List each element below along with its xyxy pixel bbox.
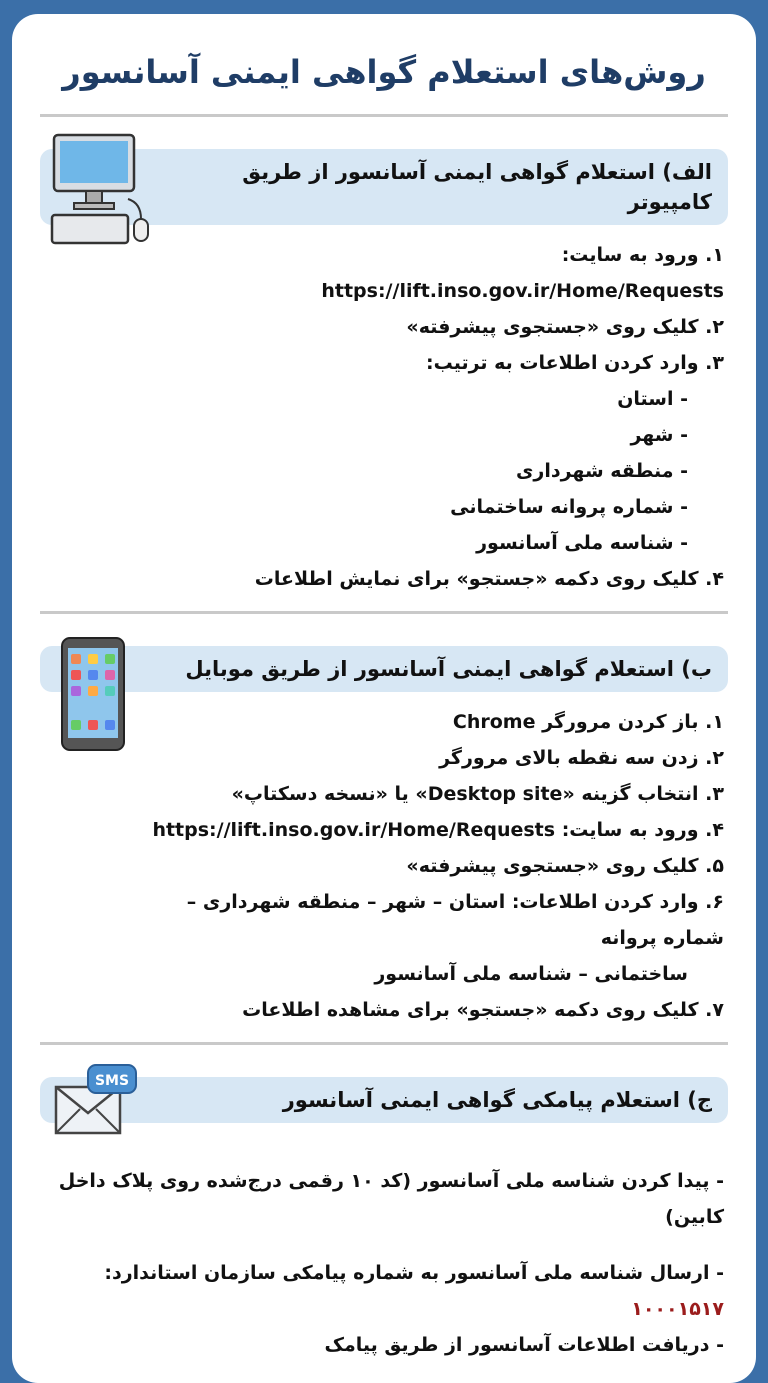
step: ۴. کلیک روی دکمه «جستجو» برای نمایش اطلاعات xyxy=(254,568,724,590)
step: ۳. وارد کردن اطلاعات به ترتیب: xyxy=(425,352,724,374)
section-b xyxy=(40,628,728,1028)
section-b-heading: ب) استعلام گواهی ایمنی آسانسور از طریق موبایل xyxy=(40,646,728,692)
computer-icon xyxy=(48,133,153,248)
step-continuation: ساختمانی – شناسه ملی آسانسور xyxy=(374,963,688,985)
divider xyxy=(40,114,728,117)
page-title: روش‌های استعلام گواهی ایمنی آسانسور xyxy=(62,53,706,91)
section-b-steps xyxy=(40,704,728,1028)
field-item: - شهر xyxy=(630,424,688,446)
step: ۷. کلیک روی دکمه «جستجو» برای مشاهده اطلاعات xyxy=(242,999,724,1021)
sms-number: ۱۰۰۰۱۵۱۷ xyxy=(631,1298,724,1320)
step: - دریافت اطلاعات آسانسور از طریق پیامک xyxy=(324,1334,724,1356)
step: ۴. ورود به سایت: https://lift.inso.gov.ir/Home/Requests xyxy=(152,819,724,841)
field-item: - شماره پروانه ساختمانی xyxy=(450,496,688,518)
step: ۱. باز کردن مرورگر Chrome xyxy=(452,711,724,733)
step: ۲. کلیک روی «جستجوی پیشرفته» xyxy=(406,316,724,338)
step: ۱. ورود به سایت: https://lift.inso.gov.ir/Home/Requests xyxy=(321,244,724,302)
sms-label: SMS xyxy=(94,1073,130,1089)
divider xyxy=(40,611,728,614)
smartphone-icon xyxy=(60,636,128,754)
step xyxy=(40,1255,724,1327)
step: ۵. کلیک روی «جستجوی پیشرفته» xyxy=(406,855,724,877)
section-a-steps xyxy=(40,237,728,597)
sms-envelope-icon xyxy=(54,1063,140,1141)
field-item: - شناسه ملی آسانسور xyxy=(476,532,688,554)
section-c xyxy=(40,1059,728,1363)
section-a-heading: الف) استعلام گواهی ایمنی آسانسور از طریق کامپیوتر xyxy=(40,149,728,225)
section-c-steps xyxy=(40,1163,728,1363)
section-c-heading: ج) استعلام پیامکی گواهی ایمنی آسانسور xyxy=(40,1077,728,1123)
step: ۶. وارد کردن اطلاعات: استان – شهر – منطقه شهرداری – شماره پروانه xyxy=(186,891,724,949)
step: ۲. زدن سه نقطه بالای مرورگر xyxy=(439,747,724,769)
field-item: - استان xyxy=(617,388,688,410)
field-item: - منطقه شهرداری xyxy=(515,460,688,482)
step: ۳. انتخاب گزینه «Desktop site» یا «نسخه دسکتاپ» xyxy=(231,783,724,805)
divider xyxy=(40,1042,728,1045)
step-text: - ارسال شناسه ملی آسانسور به شماره پیامکی سازمان استاندارد: xyxy=(104,1262,724,1284)
section-a xyxy=(40,131,728,597)
infographic-card xyxy=(12,14,756,1383)
step: - پیدا کردن شناسه ملی آسانسور (کد ۱۰ رقمی درج‌شده روی پلاک داخل کابین) xyxy=(58,1170,724,1228)
